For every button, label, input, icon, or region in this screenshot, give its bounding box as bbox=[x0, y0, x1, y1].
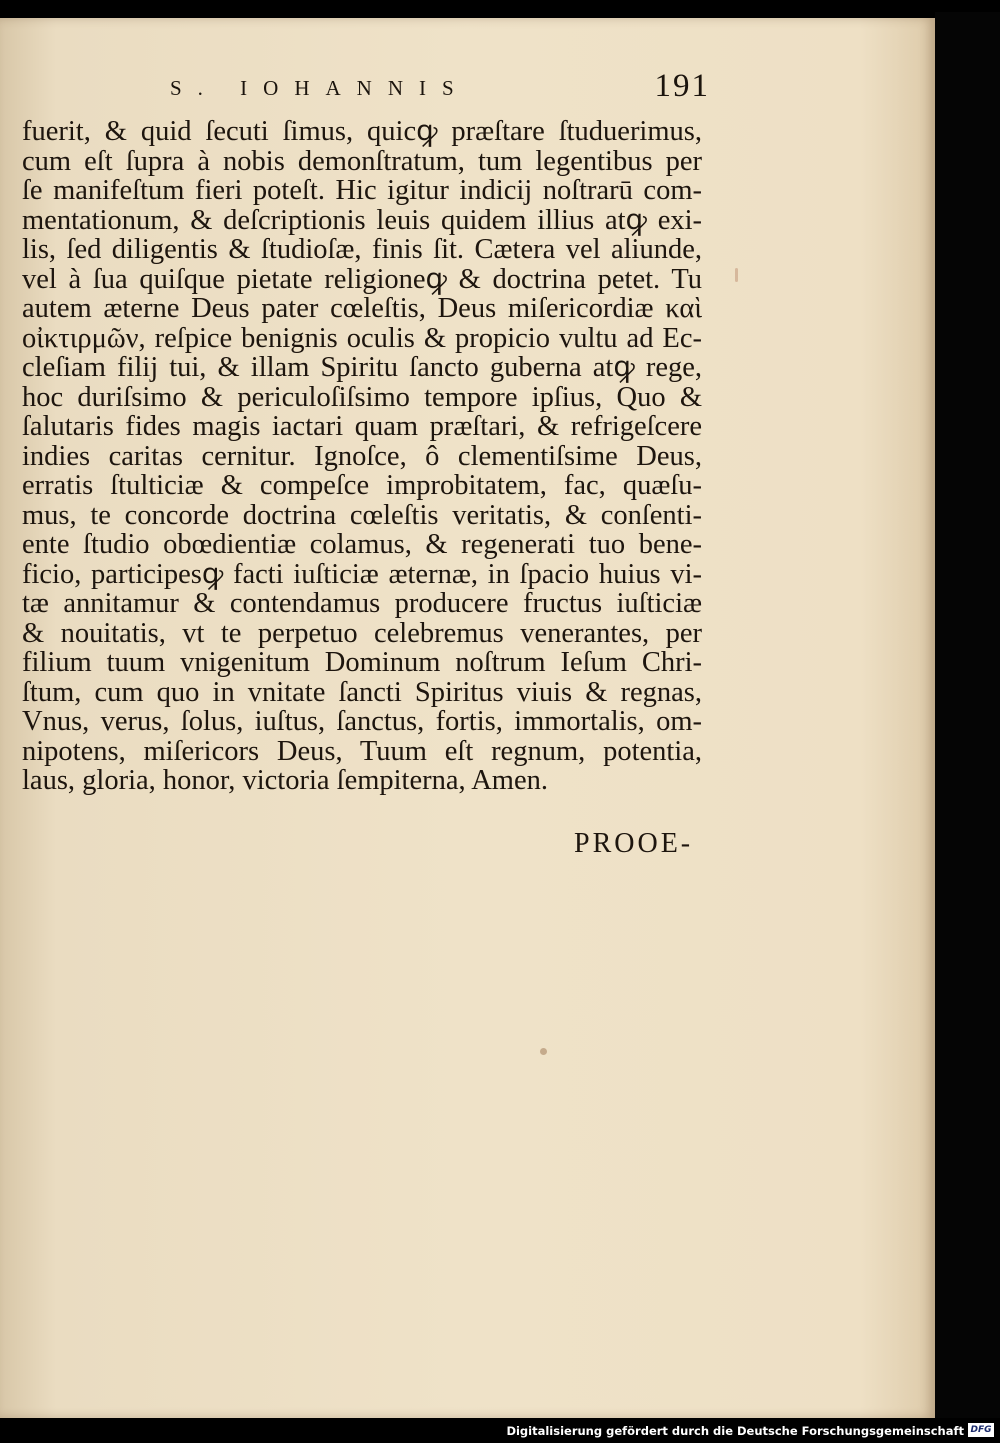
page-edge-shadow bbox=[935, 12, 1000, 1422]
paper-stain bbox=[735, 268, 738, 282]
text-line: mus, te concorde doctrina cœleſtis veritatis, & conſenti- bbox=[22, 499, 702, 531]
page-number: 191 bbox=[654, 68, 710, 104]
text-line: & nouitatis, vt te perpetuo celebremus venerantes, per bbox=[22, 617, 702, 649]
page-header bbox=[170, 64, 710, 104]
text-line: cum eſt ſupra à nobis demonſtratum, tum legentibus per bbox=[22, 145, 702, 177]
catchword: PROOE- bbox=[574, 828, 694, 859]
funding-note: Digitalisierung gefördert durch die Deutsche Forschungsgemeinschaft bbox=[506, 1424, 964, 1438]
text-line: mentationum, & deſcriptionis leuis quidem illius atꝙ exi- bbox=[22, 204, 702, 236]
running-title: S. IOHANNIS bbox=[170, 76, 470, 100]
paper-stain bbox=[540, 1048, 547, 1055]
text-line: fuerit, & quid ſecuti ſimus, quicꝙ præſtare ſtuduerimus, bbox=[22, 116, 702, 147]
text-line: indies caritas cernitur. Ignoſce, ô clementiſsime Deus, bbox=[22, 440, 702, 472]
dfg-logo: DFG bbox=[968, 1423, 994, 1437]
text-line: Vnus, verus, ſolus, iuſtus, ſanctus, fortis, immortalis, om- bbox=[22, 706, 702, 737]
text-line: ficio, participesꝙ facti iuſticiæ æternæ, in ſpacio huius vi- bbox=[22, 558, 702, 590]
text-line: erratis ſtulticiæ & compeſce improbitatem, fac, quæſu- bbox=[22, 470, 702, 501]
text-line: vel à ſua quiſque pietate religioneꝙ & doctrina petet. Tu bbox=[22, 263, 702, 295]
footer-bar bbox=[0, 1418, 1000, 1443]
text-line: ſtum, cum quo in vnitate ſancti Spiritus viuis & regnas, bbox=[22, 676, 702, 708]
text-line: hoc duriſsimo & periculoſiſsimo tempore ipſius, Quo & bbox=[22, 381, 702, 413]
text-line: filium tuum vnigenitum Dominum noſtrum Ieſum Chri- bbox=[22, 647, 702, 678]
text-line: lis, ſed diligentis & ſtudioſæ, finis ſit. Cætera vel aliunde, bbox=[22, 234, 702, 265]
text-line: ente ſtudio obœdientiæ colamus, & regenerati tuo bene- bbox=[22, 529, 702, 560]
text-line: tæ annitamur & contendamus producere fructus iuſticiæ bbox=[22, 588, 702, 619]
text-line: nipotens, miſericors Deus, Tuum eſt regnum, potentia, bbox=[22, 735, 702, 767]
text-line: laus, gloria, honor, victoria ſempiterna, Amen. bbox=[22, 765, 548, 796]
text-line: ſalutaris fides magis iactari quam præſtari, & refrigeſcere bbox=[22, 411, 702, 442]
text-line: οἰκτιρμῶν, reſpice benignis oculis & propicio vultu ad Ec- bbox=[22, 322, 702, 354]
text-line: autem æterne Deus pater cœleſtis, Deus miſericordiæ καὶ bbox=[22, 293, 702, 324]
text-line: ſe manifeſtum fieri poteſt. Hic igitur indicij noſtrarū com- bbox=[22, 175, 702, 206]
body-text bbox=[22, 117, 702, 796]
text-line: cleſiam filij tui, & illam Spiritu ſancto guberna atꝙ rege, bbox=[22, 352, 702, 383]
